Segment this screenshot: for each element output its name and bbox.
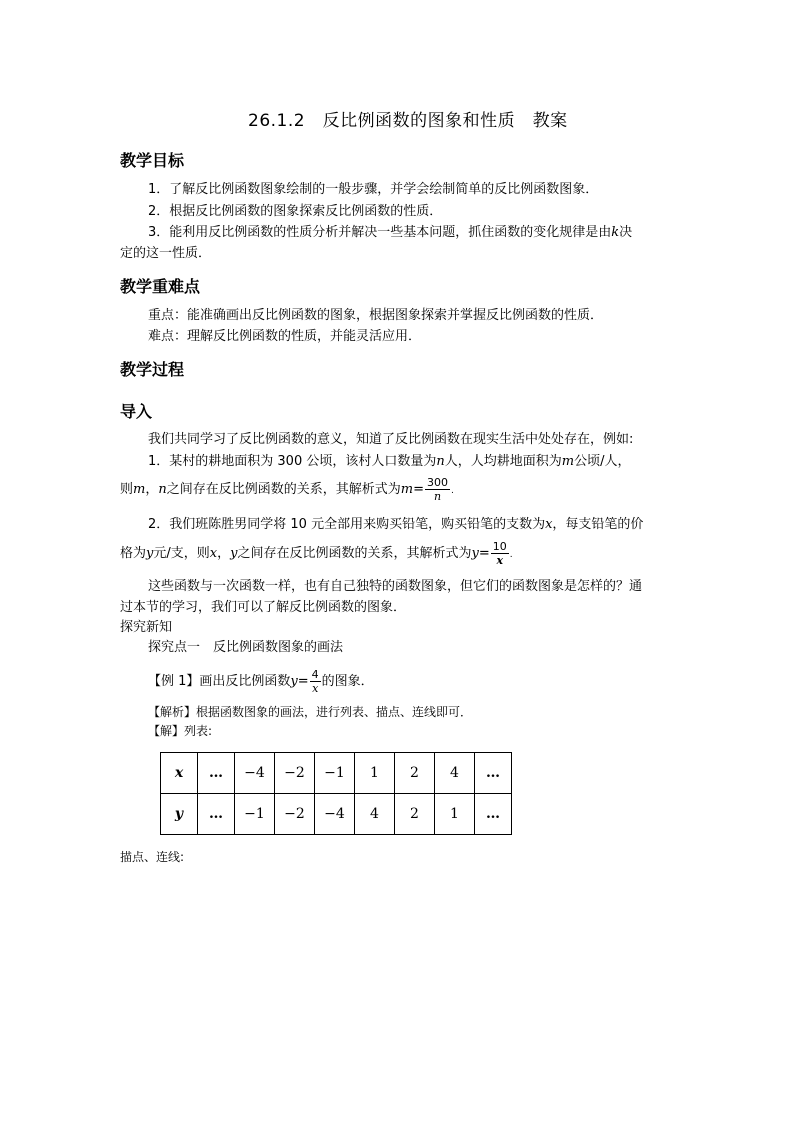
table-cell: … [475, 794, 512, 835]
intro-example-1-line-2: 则m，n之间存在反比例函数的关系，其解析式为m= $\frac{300}{n}$ . [120, 476, 454, 503]
goal-item-3-continued: 定的这一性质． [120, 246, 212, 261]
table-cell: … [198, 794, 235, 835]
variable-m: m [561, 454, 575, 469]
heading-key-points: 教学重难点 [120, 277, 201, 296]
table-cell: −4 [315, 794, 355, 835]
heading-introduction: 导入 [120, 402, 153, 421]
intro-paragraph-3-line-1: 这些函数与一次函数一样，也有自己独特的函数图象，但它们的函数图象是怎样的？通 [148, 579, 643, 594]
table-cell: −2 [275, 753, 315, 794]
table-cell: 1 [435, 794, 475, 835]
variable-k: k [611, 225, 620, 240]
values-table [160, 752, 512, 835]
example-1-solution: 【解】列表: [148, 724, 213, 738]
fraction-4-over-x: $\frac{4}{x}$ [311, 668, 319, 695]
table-cell: … [475, 753, 512, 794]
heading-teaching-process: 教学过程 [120, 360, 185, 379]
variable-x: x [545, 517, 553, 532]
goal-item-1: 1．了解反比例函数图象绘制的一般步骤，并学会绘制简单的反比例函数图象． [148, 182, 599, 197]
goal-item-3-text: 3．能利用反比例函数的性质分析并解决一些基本问题，抓住函数的变化规律是由 [148, 225, 612, 240]
table-cell: … [198, 753, 235, 794]
intro-example-2-line-1: 2．我们班陈胜男同学将 10 元全部用来购买铅笔，购买铅笔的支数为x，每支铅笔的价 [148, 517, 644, 532]
intro-paragraph-3-line-2: 过本节的学习，我们可以了解反比例函数的图象． [120, 600, 407, 615]
fraction-300-over-n: $\frac{300}{n}$ [426, 476, 448, 503]
intro-example-1-line-1: 1．某村的耕地面积为 300 公顷，该村人口数量为n人，人均耕地面积为m公顷/人， [148, 454, 631, 469]
document-title: 26.1.2 反比例函数的图象和性质 教案 [248, 111, 568, 131]
explore-point-1: 探究点一 反比例函数图象的画法 [148, 640, 344, 655]
table-cell: −1 [235, 794, 275, 835]
table-row-x [161, 753, 512, 794]
key-focus: 重点：能准确画出反比例函数的图象，根据图象探索并掌握反比例函数的性质． [148, 308, 604, 323]
intro-example-2-line-2: 格为y元/支，则x，y之间存在反比例函数的关系，其解析式为y= $\frac{10}{x}$ . [120, 540, 513, 567]
goal-item-3-tail: 决 [619, 225, 633, 240]
fraction-10-over-x: $\frac{10}{x}$ [492, 540, 507, 567]
table-row-y [161, 794, 512, 835]
table-header-y: y [161, 794, 198, 835]
plot-and-connect: 描点、连线: [120, 850, 185, 864]
table-cell: −4 [235, 753, 275, 794]
table-header-x: x [161, 753, 198, 794]
table-cell: 2 [395, 794, 435, 835]
table-cell: 2 [395, 753, 435, 794]
table-cell: −2 [275, 794, 315, 835]
table-cell: −1 [315, 753, 355, 794]
table-cell: 4 [355, 794, 395, 835]
heading-teaching-goals: 教学目标 [120, 151, 185, 170]
example-1-analysis: 【解析】根据函数图象的画法，进行列表、描点、连线即可． [148, 705, 473, 719]
variable-n: n [436, 454, 445, 469]
heading-explore-new: 探究新知 [120, 620, 173, 635]
intro-paragraph-1: 我们共同学习了反比例函数的意义，知道了反比例函数在现实生活中处处存在，例如: [148, 432, 634, 447]
goal-item-3 [148, 223, 632, 243]
goal-item-2: 2．根据反比例函数的图象探索反比例函数的性质． [148, 204, 443, 219]
table-cell: 4 [435, 753, 475, 794]
table-cell: 1 [355, 753, 395, 794]
example-1: 【例 1】画出反比例函数y= $\frac{4}{x}$ 的图象． [148, 668, 374, 695]
key-difficulty: 难点：理解反比例函数的性质，并能灵活应用． [148, 329, 422, 344]
